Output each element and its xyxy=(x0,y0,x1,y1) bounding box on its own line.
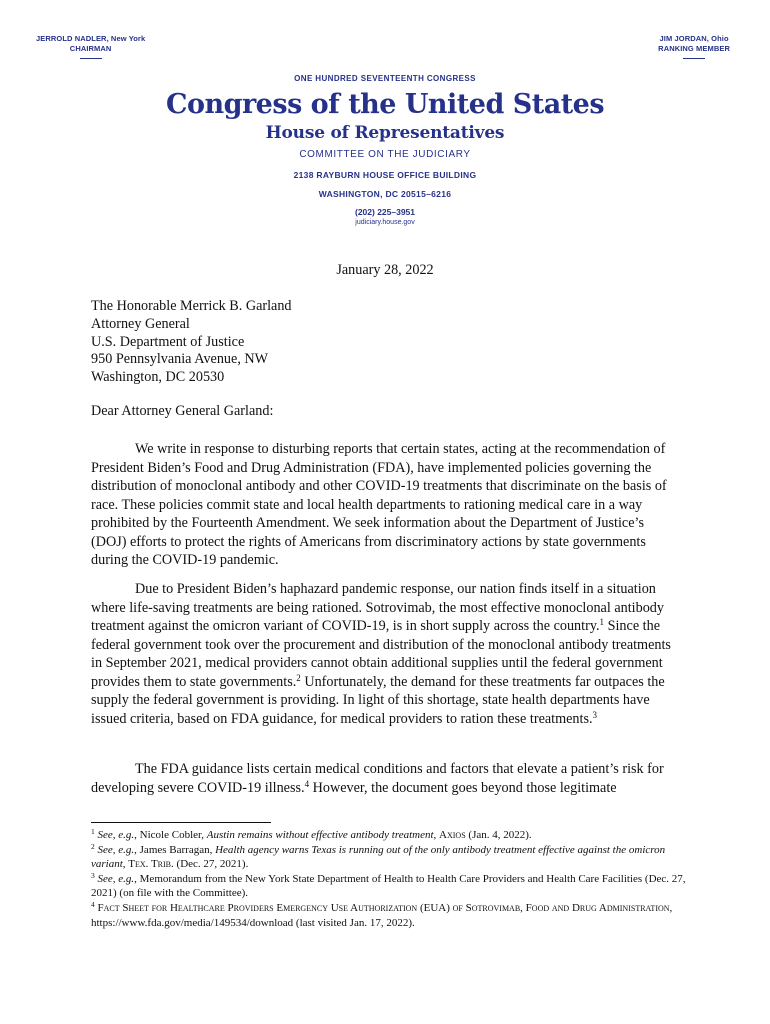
ranking-member-role: RANKING MEMBER xyxy=(658,44,730,53)
letter-date: January 28, 2022 xyxy=(336,262,434,278)
ranking-member-name: JIM JORDAN, Ohio xyxy=(659,34,729,43)
chairman-rule xyxy=(80,58,102,59)
footnote-4 xyxy=(91,901,691,930)
letterhead-house: House of Representatives xyxy=(265,123,505,143)
footnote-ref-1: 1 xyxy=(599,617,605,627)
footnote-2-signal: See, e.g. xyxy=(97,843,135,856)
footnote-2 xyxy=(91,843,691,872)
footnote-1 xyxy=(91,828,691,843)
committee-phone: (202) 225–3951 xyxy=(354,207,416,217)
committee-name: COMMITTEE ON THE JUDICIARY xyxy=(299,149,471,160)
paragraph-2-part-a: Due to President Biden’s haphazard pandemic response, our nation finds itself in a situation where life-saving treatments are being rationed. Sotrovimab, the most effective monoclonal antibody treatment against the omicron variant of COVID-19, is in short supply across the country. xyxy=(91,581,664,634)
footnote-1-number: 1 xyxy=(91,827,95,836)
footnote-2-author: , James Barragan, xyxy=(134,843,216,856)
footnote-2-sep: , xyxy=(122,858,129,871)
footnote-3 xyxy=(91,872,691,901)
recipient-street: 950 Pennsylvania Avenue, NW xyxy=(91,351,269,368)
committee-address: 2138 RAYBURN HOUSE OFFICE BUILDING xyxy=(293,170,477,180)
footnote-1-title: Austin remains without effective antibody treatment xyxy=(206,829,434,841)
recipient-title: Attorney General xyxy=(91,315,190,332)
paragraph-3-part-b: However, the document goes beyond those legitimate xyxy=(309,779,617,796)
footnote-2-publication: Tex. Trib xyxy=(128,858,172,871)
footnote-2-date: . (Dec. 27, 2021). xyxy=(171,858,249,871)
footnote-3-number: 3 xyxy=(91,870,95,880)
footnote-2-number: 2 xyxy=(91,841,95,851)
chairman-role: CHAIRMAN xyxy=(69,44,112,53)
paragraph-2-part-c: Unfortunately, the demand for these treatments far outpaces the supply the federal government is providing. In light of this shortage, state health departments have issued criteria, based on FDA guidance, for medical providers to ration these treatments. xyxy=(91,673,665,727)
footnote-ref-4: 4 xyxy=(304,778,310,789)
footnote-1-author: , Nicole Cobler, xyxy=(134,829,207,841)
paragraph-3-part-a: The FDA guidance lists certain medical conditions and factors that elevate a patient’s risk for developing severe COVID-19 illness. xyxy=(91,761,664,796)
footnote-1-date: (Jan. 4, 2022). xyxy=(465,829,532,841)
paragraph-1-text: We write in response to disturbing reports that certain states, acting at the recommendation of President Biden’s Food and Drug Administration (FDA), have implemented policies governing the distribution of monoclonal antibody and other COVID-19 treatments that discriminate on the basis of race. These policies commit state and local health departments to rationing medical care in a way prohibited by the Fourteenth Amendment. We seek information about the Department of Justice’s (DOJ) efforts to protect the rights of Americans from discriminatory actions by state governments during the COVID-19 pandemic. xyxy=(91,441,667,568)
congress-number: ONE HUNDRED SEVENTEENTH CONGRESS xyxy=(294,74,476,83)
paragraph-2-text xyxy=(91,580,681,728)
footnote-3-text: , Memorandum from the New York State Department of Health to Health Care Providers and Health Care Facilities (Dec. 27, 2021) (on file with the Committee). xyxy=(91,872,686,900)
footnote-3-signal: See, e.g. xyxy=(97,872,135,885)
footnote-ref-2: 2 xyxy=(296,672,301,683)
recipient-city: Washington, DC 20530 xyxy=(91,369,225,386)
footnote-4-number: 4 xyxy=(91,899,95,909)
recipient-department: U.S. Department of Justice xyxy=(91,333,245,350)
footnote-4-text: , https://www.fda.gov/media/149534/download (last visited Jan. 17, 2022). xyxy=(91,901,673,929)
paragraph-3 xyxy=(91,760,681,797)
footnote-4-title: Fact Sheet for Healthcare Providers Emergency Use Authorization (EUA) of Sotrovimab, Food and Drug Administration xyxy=(97,901,670,914)
recipient-address xyxy=(91,298,681,387)
chairman-block xyxy=(36,34,145,59)
ranking-member-block xyxy=(658,34,730,59)
committee-website: judiciary.house.gov xyxy=(355,219,415,226)
paragraph-2 xyxy=(91,580,681,728)
footnote-1-signal: See, e.g. xyxy=(97,829,135,841)
committee-city: WASHINGTON, DC 20515–6216 xyxy=(318,189,452,199)
paragraph-1 xyxy=(91,440,681,570)
ranking-member-rule xyxy=(683,58,705,59)
footnote-2-title: Health agency warns Texas is running out of the only antibody treatment effective against the omicron variant xyxy=(91,843,666,871)
footnotes xyxy=(91,828,691,930)
footnote-divider xyxy=(91,822,271,823)
paragraph-2-part-b: Since the federal government took over the procurement and distribution of the monoclonal antibody treatments in September 2021, medical providers cannot obtain additional supplies until the federal government provides them to state governments. xyxy=(91,618,671,690)
letterhead-title: Congress of the United States xyxy=(165,89,605,120)
paragraph-3-text xyxy=(91,760,681,797)
letterhead xyxy=(0,74,770,226)
recipient-name: The Honorable Merrick B. Garland xyxy=(91,298,292,314)
footnote-1-sep: , xyxy=(433,829,440,841)
salutation: Dear Attorney General Garland: xyxy=(91,403,274,419)
footnote-ref-3: 3 xyxy=(592,709,598,720)
footnote-1-publication: Axios xyxy=(439,829,466,841)
chairman-name: JERROLD NADLER, New York xyxy=(36,34,146,43)
